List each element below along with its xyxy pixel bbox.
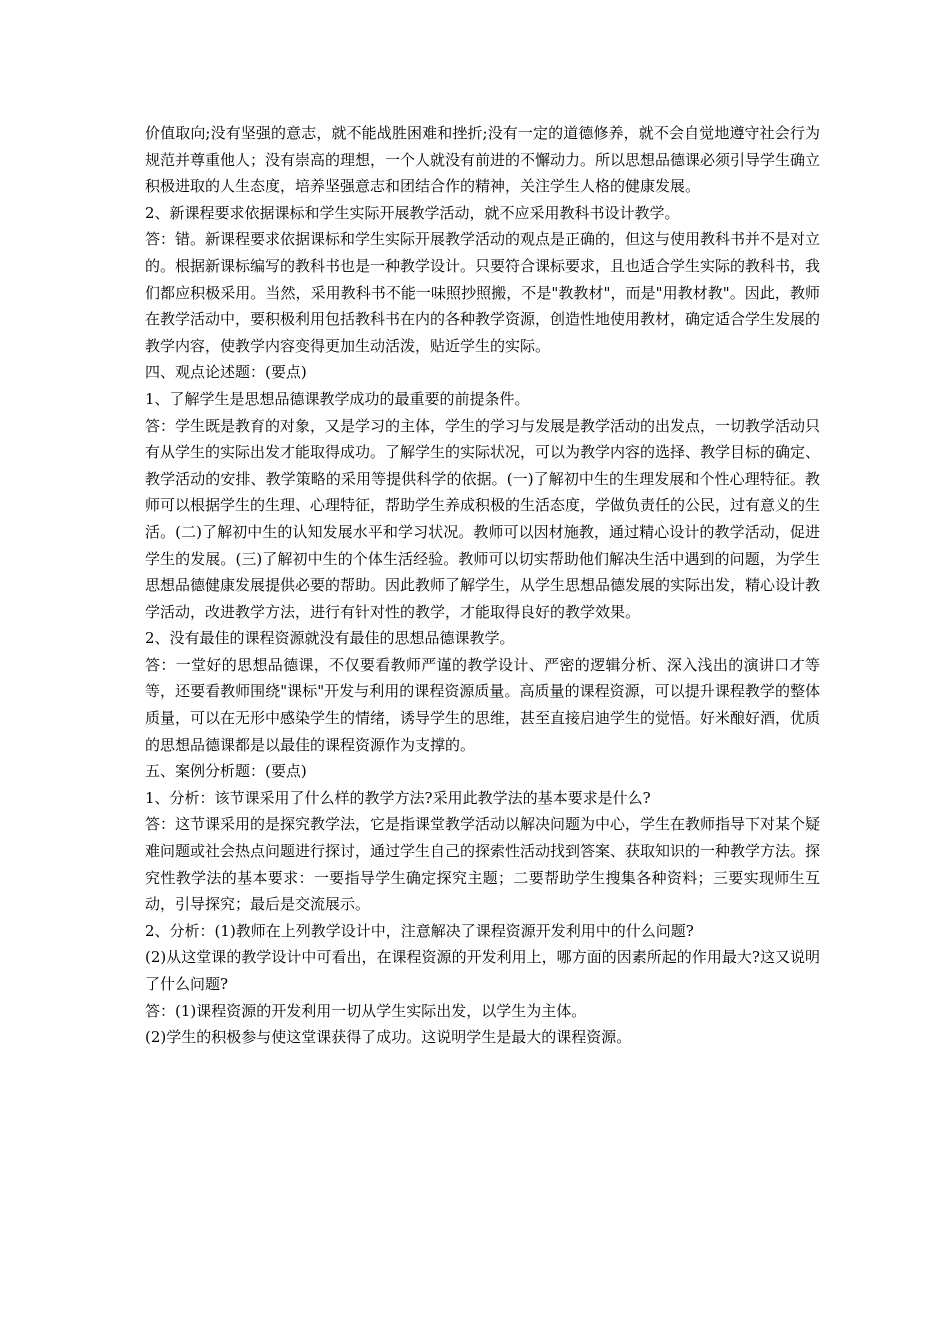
question-1-understand-students: 1、了解学生是思想品德课教学成功的最重要的前提条件。 bbox=[145, 389, 530, 408]
answer-2-course-resources: 答：一堂好的思想品德课，不仅要看教师严谨的教学设计、严密的逻辑分析、深入浅出的演讲口才等等，还要看教师围绕"课标"开发与利用的课程资源质量。高质量的课程资源，可以提升课程教学的整体质量，可以在无形中感染学生的情绪，诱导学生的思维，甚至直接启迪学生的觉悟。好米酿好酒，优质的思想品德课都是以最佳的课程资源作为支撑的。 bbox=[145, 655, 821, 754]
answer-2-textbook: 答：错。新课程要求依据课标和学生实际开展教学活动的观点是正确的，但这与使用教科书并不是对立的。根据新课标编写的教科书也是一种教学设计。只要符合课标要求，且也适合学生实际的教科书，我们都应积极采用。当然，采用教科书不能一味照抄照搬，不是"教教材"，而是"用教材教"。因此，教师在教学活动中，要积极利用包括教科书在内的各种教学资源，创造性地使用教材，确定适合学生发展的教学内容，使教学内容变得更加生动活泼，贴近学生的实际。 bbox=[145, 230, 821, 355]
case-question-2-part-1: 2、分析：(1)教师在上列教学设计中，注意解决了课程资源开发利用中的什么问题? bbox=[145, 921, 694, 940]
case-answer-1: 答：这节课采用的是探究教学法，它是指课堂教学活动以解决问题为中心，学生在教师指导下对某个疑难问题或社会热点问题进行探讨，通过学生自己的探索性活动找到答案、获取知识的一种教学方法。探究性教学法的基本要求：一要指导学生确定探究主题；二要帮助学生搜集各种资料；三要实现师生互动，引导探究；最后是交流展示。 bbox=[145, 815, 821, 914]
paragraph-value-orientation: 价值取向;没有坚强的意志，就不能战胜困难和挫折;没有一定的道德修养，就不会自觉地遵守社会行为规范并尊重他人；没有崇高的理想，一个人就没有前进的不懈动力。所以思想品德课必须引导学生确立积极进取的人生态度，培养坚强意志和团结合作的精神，关注学生人格的健康发展。 bbox=[145, 124, 821, 196]
case-answer-2-part-2: (2)学生的积极参与使这堂课获得了成功。这说明学生是最大的课程资源。 bbox=[145, 1028, 632, 1047]
section-heading-4: 四、观点论述题：(要点) bbox=[145, 363, 307, 382]
question-2-textbook: 2、新课程要求依据课标和学生实际开展教学活动，就不应采用教科书设计教学。 bbox=[145, 203, 680, 222]
question-2-course-resources: 2、没有最佳的课程资源就没有最佳的思想品德课教学。 bbox=[145, 629, 515, 648]
case-answer-2-part-1: 答：(1)课程资源的开发利用一切从学生实际出发，以学生为主体。 bbox=[145, 1001, 587, 1020]
case-question-1: 1、分析：该节课采用了什么样的教学方法?采用此教学法的基本要求是什么? bbox=[145, 788, 651, 807]
document-page bbox=[145, 120, 820, 1051]
answer-1-understand-students: 答：学生既是教育的对象，又是学习的主体，学生的学习与发展是教学活动的出发点，一切教学活动只有从学生的实际出发才能取得成功。了解学生的实际状况，可以为教学内容的选择、教学目标的确定、教学活动的安排、教学策略的采用等提供科学的依据。(一)了解初中生的生理发展和个性心理特征。教师可以根据学生的生理、心理特征，帮助学生养成积极的生活态度，学做负责任的公民，过有意义的生活。(二)了解初中生的认知发展水平和学习状况。教师可以因材施教，通过精心设计的教学活动，促进学生的发展。(三)了解初中生的个体生活经验。教师可以切实帮助他们解决生活中遇到的问题，为学生思想品德健康发展提供必要的帮助。因此教师了解学生，从学生思想品德发展的实际出发，精心设计教学活动，改进教学方法，进行有针对性的教学，才能取得良好的教学效果。 bbox=[145, 416, 821, 621]
case-question-2-part-2: (2)从这堂课的教学设计中可看出，在课程资源的开发利用上，哪方面的因素所起的作用最大?这又说明了什么问题? bbox=[145, 948, 820, 993]
section-heading-5: 五、案例分析题：(要点) bbox=[145, 762, 307, 781]
